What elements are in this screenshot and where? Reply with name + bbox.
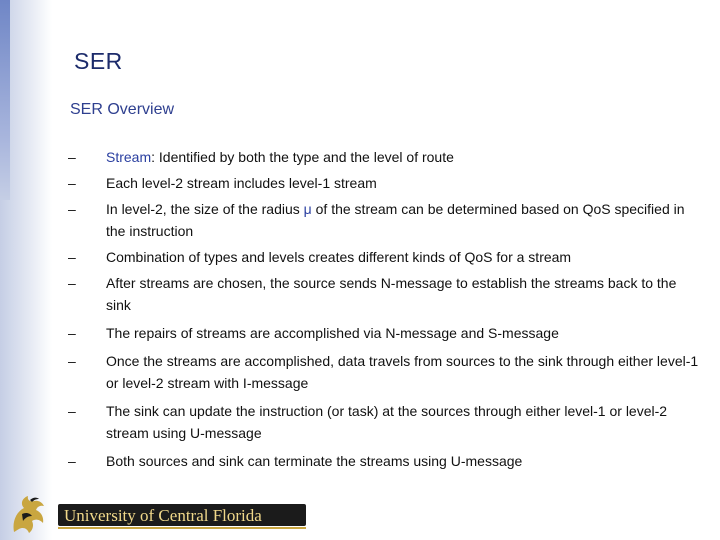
bullet-dash: –	[68, 453, 76, 469]
bullet-dash: –	[68, 249, 76, 265]
footer	[0, 490, 720, 540]
university-logo	[58, 504, 306, 526]
university-logo-text: University of Central Florida	[64, 506, 262, 525]
bullet-text: Both sources and sink can terminate the streams using U-message	[106, 453, 523, 469]
pegasus-icon	[8, 492, 50, 536]
bullet-text: of the stream can be determined based on QoS specified in the instruction	[106, 201, 685, 239]
bullet-dash: –	[68, 175, 76, 191]
bullet-text: The repairs of streams are accomplished via N-message and S-message	[106, 325, 559, 341]
bullet-text: Once the streams are accomplished, data travels from sources to the sink through either level-1 or level-2 stream with I-message	[106, 353, 699, 391]
bullet-term: Stream	[106, 149, 152, 165]
bullet-item	[68, 172, 700, 194]
bullet-item	[68, 322, 700, 344]
bullet-text: Combination of types and levels creates different kinds of QoS for a stream	[106, 249, 572, 265]
bullet-item	[68, 198, 700, 242]
bullet-text: Each level-2 stream includes level-1 stream	[106, 175, 377, 191]
bullet-dash: –	[68, 149, 76, 165]
bullet-dash: –	[68, 353, 76, 369]
slide-subtitle: SER Overview	[70, 101, 175, 118]
sidebar-band	[0, 0, 10, 200]
slide-title: SER	[74, 48, 123, 74]
bullet-item	[68, 350, 700, 394]
bullet-dash: –	[68, 275, 76, 291]
bullet-dash: –	[68, 325, 76, 341]
mu-symbol: μ	[303, 201, 312, 217]
bullet-item	[68, 450, 700, 472]
bullet-text: The sink can update the instruction (or task) at the sources through either level-1 or level-2 stream using U-message	[106, 403, 668, 441]
bullet-dash: –	[68, 201, 76, 217]
bullet-list	[68, 146, 700, 472]
bullet-item	[68, 272, 700, 316]
bullet-item	[68, 400, 700, 444]
logo-underline	[58, 527, 306, 529]
sidebar-decoration	[0, 0, 52, 540]
bullet-dash: –	[68, 403, 76, 419]
bullet-text: After streams are chosen, the source sends N-message to establish the streams back to the sink	[106, 275, 677, 313]
bullet-text: : Identified by both the type and the level of route	[151, 149, 454, 165]
bullet-text: In level-2, the size of the radius	[106, 201, 304, 217]
bullet-item	[68, 146, 700, 168]
bullet-item	[68, 246, 700, 268]
